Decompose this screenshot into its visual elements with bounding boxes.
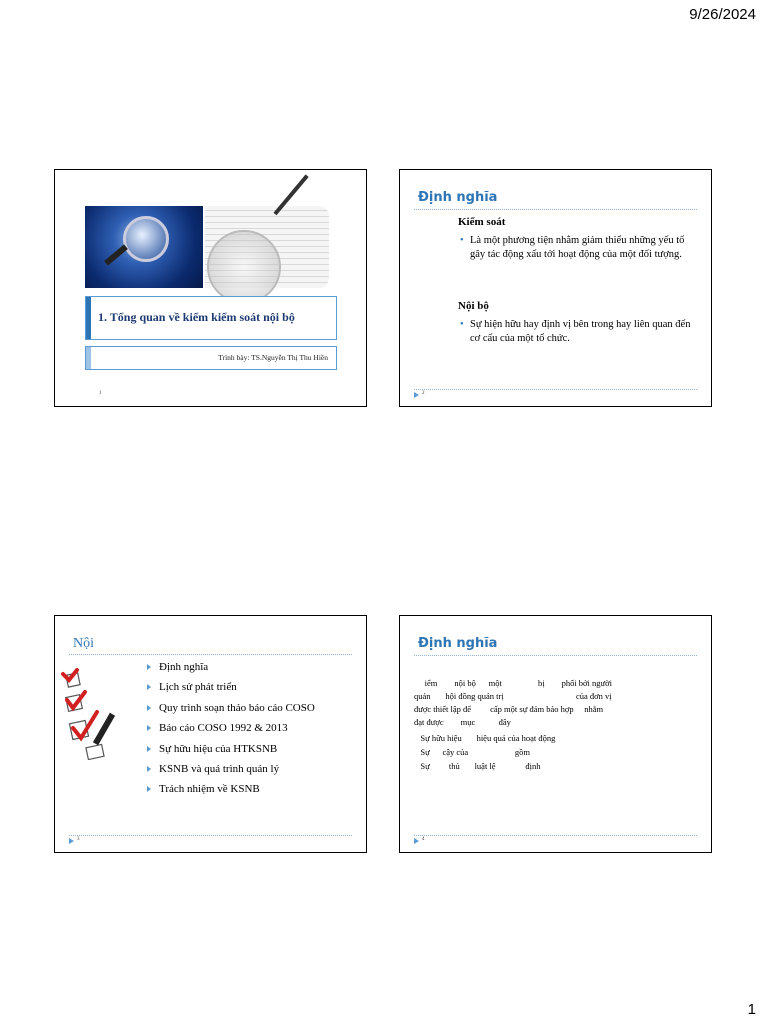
globe-magnifier-image — [85, 206, 203, 288]
text-line: Sự cậy của gồm — [414, 747, 531, 757]
divider — [414, 655, 697, 656]
bullet-text: Là một phương tiện nhằm giảm thiểu những yếu tố gây tác động xấu tới hoạt động của một đối tượng. — [470, 235, 685, 260]
text-line: iểm nội bộ một bị phối bởi người — [414, 678, 612, 688]
slide-1-title: 1. Tổng quan về kiểm kiểm soát nội bộ — [98, 310, 295, 324]
divider — [69, 835, 352, 836]
checklist-image — [55, 668, 125, 760]
contents-list — [147, 660, 315, 803]
financial-document-image — [205, 206, 329, 288]
print-date: 9/26/2024 — [689, 6, 756, 23]
slide-number: 3 — [77, 837, 80, 842]
text-line: được thiết lập để cấp một sự đảm bảo hợp nhằm — [414, 704, 604, 714]
slide-2-title: Định nghĩa — [418, 190, 498, 205]
triangle-icon — [414, 838, 419, 844]
slide-4-title: Định nghĩa — [418, 636, 498, 651]
slide-1-presenter-box — [85, 346, 337, 370]
slide-1-title-box — [85, 296, 337, 340]
slide-number: 1 — [99, 391, 102, 396]
divider — [414, 835, 697, 836]
slide-number: 4 — [422, 837, 425, 842]
triangle-icon — [69, 838, 74, 844]
text-line: Sự thủ luật lệ định — [414, 761, 541, 771]
triangle-icon — [414, 392, 419, 398]
slide-2 — [399, 169, 712, 407]
bullet-kiem-soat: • Là một phương tiện nhằm giảm thiểu những yếu tố gây tác động xấu tới hoạt động của một đối tượng. — [460, 235, 685, 260]
list-item: Quy trình soạn thảo báo cáo COSO — [147, 701, 315, 721]
list-item: Sự hữu hiệu của HTKSNB — [147, 742, 315, 762]
divider — [69, 654, 352, 655]
list-item: Định nghĩa — [147, 660, 315, 680]
list-item: Lịch sử phát triển — [147, 680, 315, 700]
list-item: Trách nhiệm về KSNB — [147, 782, 315, 802]
bullet-noi-bo: • Sự hiện hữu hay định vị bên trong hay liên quan đến cơ cấu của một tổ chức. — [460, 319, 691, 344]
list-item: Báo cáo COSO 1992 & 2013 — [147, 721, 315, 741]
text-line: Sự hữu hiệu hiệu quả của hoạt động — [414, 733, 556, 743]
page-number: 1 — [747, 1001, 756, 1018]
text-line: quản hội đồng quản trị của đơn vị — [414, 691, 612, 701]
text-line: đạt được mục đây — [414, 717, 511, 727]
slide-3-title: Nội — [73, 636, 94, 651]
slide-1-presenter: Trình bày: TS.Nguyễn Thị Thu Hiền — [218, 353, 328, 362]
bullet-text: Sự hiện hữu hay định vị bên trong hay liên quan đến cơ cấu của một tổ chức. — [470, 319, 691, 344]
list-item: KSNB và quá trình quản lý — [147, 762, 315, 782]
slide-3 — [54, 615, 367, 853]
divider — [414, 389, 697, 390]
divider — [414, 209, 697, 210]
heading-noi-bo: Nội bộ — [458, 300, 489, 312]
slide-number: 2 — [422, 391, 425, 396]
slide-4 — [399, 615, 712, 853]
heading-kiem-soat: Kiểm soát — [458, 216, 506, 228]
slide-1 — [54, 169, 367, 407]
